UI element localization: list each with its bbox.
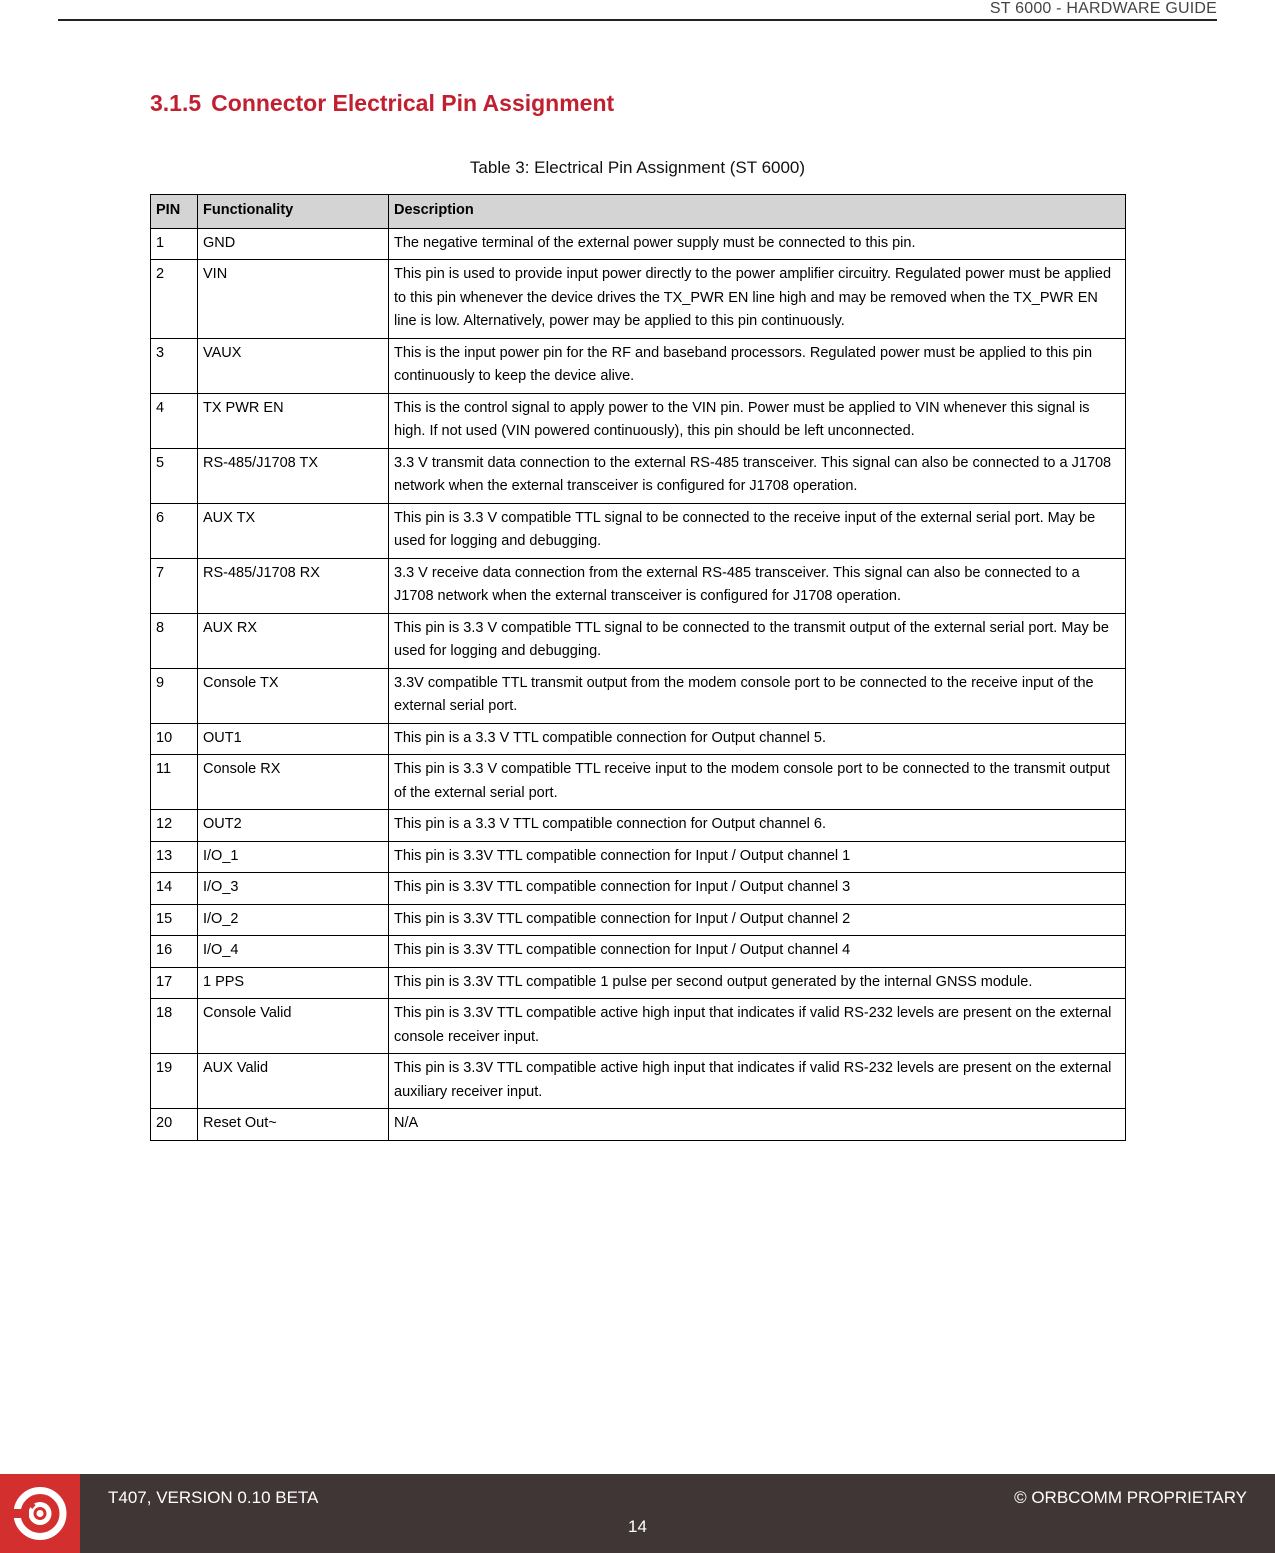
table-row (151, 448, 1126, 503)
table-row (151, 503, 1126, 558)
cell-functionality: VIN (198, 260, 389, 339)
cell-functionality: OUT1 (198, 723, 389, 755)
table-row (151, 904, 1126, 936)
page-footer (0, 1474, 1275, 1553)
cell-pin: 2 (151, 260, 198, 339)
cell-functionality: AUX RX (198, 613, 389, 668)
cell-description: This pin is 3.3V TTL compatible connection for Input / Output channel 2 (389, 904, 1126, 936)
cell-pin: 9 (151, 668, 198, 723)
cell-functionality: 1 PPS (198, 967, 389, 999)
table-row (151, 1109, 1126, 1141)
cell-description: This pin is 3.3 V compatible TTL signal to be connected to the transmit output of the external serial port. May be used for logging and debugging. (389, 613, 1126, 668)
cell-functionality: VAUX (198, 338, 389, 393)
table-row (151, 723, 1126, 755)
page-number: 14 (628, 1517, 647, 1536)
cell-description: This pin is 3.3V TTL compatible 1 pulse per second output generated by the internal GNSS module. (389, 967, 1126, 999)
table-row (151, 999, 1126, 1054)
cell-description: This pin is used to provide input power directly to the power amplifier circuitry. Regulated power must be applied to this pin whenever the device drives the TX_PWR EN line high and may be removed when the TX_PWR EN line is low. Alternatively, power may be applied to this pin continuously. (389, 260, 1126, 339)
table-caption: Table 3: Electrical Pin Assignment (ST 6000) (469, 158, 806, 177)
cell-functionality: I/O_1 (198, 841, 389, 873)
cell-functionality: I/O_2 (198, 904, 389, 936)
cell-functionality: Console Valid (198, 999, 389, 1054)
cell-pin: 19 (151, 1054, 198, 1109)
cell-functionality: AUX Valid (198, 1054, 389, 1109)
table-row (151, 967, 1126, 999)
cell-pin: 18 (151, 999, 198, 1054)
cell-description: This pin is 3.3 V compatible TTL signal to be connected to the receive input of the external serial port. May be used for logging and debugging. (389, 503, 1126, 558)
cell-functionality: I/O_4 (198, 936, 389, 968)
cell-pin: 11 (151, 755, 198, 810)
table-row (151, 936, 1126, 968)
table-row (151, 668, 1126, 723)
pin-assignment-table (150, 194, 1126, 1141)
cell-description: This pin is 3.3V TTL compatible connection for Input / Output channel 4 (389, 936, 1126, 968)
cell-functionality: RS-485/J1708 RX (198, 558, 389, 613)
document-header-title: ST 6000 - HARDWARE GUIDE (989, 0, 1217, 17)
section-heading (150, 90, 614, 117)
cell-description: 3.3V compatible TTL transmit output from the modem console port to be connected to the receive input of the external serial port. (389, 668, 1126, 723)
cell-description: N/A (389, 1109, 1126, 1141)
cell-pin: 4 (151, 393, 198, 448)
cell-pin: 7 (151, 558, 198, 613)
cell-description: This is the input power pin for the RF and baseband processors. Regulated power must be applied to this pin continuously to keep the device alive. (389, 338, 1126, 393)
table-row (151, 755, 1126, 810)
cell-description: This pin is 3.3V TTL compatible connection for Input / Output channel 1 (389, 841, 1126, 873)
cell-pin: 20 (151, 1109, 198, 1141)
table-row (151, 1054, 1126, 1109)
cell-pin: 1 (151, 228, 198, 260)
section-title: Connector Electrical Pin Assignment (211, 90, 615, 116)
footer-proprietary-notice: © ORBCOMM PROPRIETARY (1014, 1488, 1247, 1507)
cell-functionality: I/O_3 (198, 873, 389, 905)
cell-description: This pin is 3.3V TTL compatible active high input that indicates if valid RS-232 levels are present on the external auxiliary receiver input. (389, 1054, 1126, 1109)
orbcomm-logo-icon (0, 1474, 80, 1553)
column-header-description: Description (389, 195, 1126, 229)
cell-functionality: OUT2 (198, 810, 389, 842)
cell-pin: 10 (151, 723, 198, 755)
cell-description: This pin is 3.3V TTL compatible active high input that indicates if valid RS-232 levels are present on the external console receiver input. (389, 999, 1126, 1054)
cell-pin: 6 (151, 503, 198, 558)
cell-pin: 13 (151, 841, 198, 873)
table-row (151, 558, 1126, 613)
cell-description: The negative terminal of the external power supply must be connected to this pin. (389, 228, 1126, 260)
cell-description: This is the control signal to apply power to the VIN pin. Power must be applied to VIN whenever this signal is high. If not used (VIN powered continuously), this pin should be left unconnected. (389, 393, 1126, 448)
table-row (151, 260, 1126, 339)
cell-functionality: Console RX (198, 755, 389, 810)
table-row (151, 613, 1126, 668)
cell-pin: 8 (151, 613, 198, 668)
cell-functionality: TX PWR EN (198, 393, 389, 448)
column-header-pin: PIN (151, 195, 198, 229)
cell-description: 3.3 V transmit data connection to the external RS-485 transceiver. This signal can also be connected to a J1708 network when the external transceiver is configured for J1708 operation. (389, 448, 1126, 503)
table-row (151, 810, 1126, 842)
section-number: 3.1.5 (150, 90, 202, 116)
cell-functionality: GND (198, 228, 389, 260)
table-row (151, 228, 1126, 260)
table-row (151, 393, 1126, 448)
cell-pin: 12 (151, 810, 198, 842)
cell-functionality: Console TX (198, 668, 389, 723)
cell-pin: 16 (151, 936, 198, 968)
cell-functionality: AUX TX (198, 503, 389, 558)
cell-pin: 15 (151, 904, 198, 936)
header-rule (58, 19, 1217, 21)
column-header-functionality: Functionality (198, 195, 389, 229)
cell-pin: 17 (151, 967, 198, 999)
cell-description: This pin is 3.3V TTL compatible connection for Input / Output channel 3 (389, 873, 1126, 905)
table-row (151, 338, 1126, 393)
cell-pin: 5 (151, 448, 198, 503)
cell-functionality: Reset Out~ (198, 1109, 389, 1141)
cell-functionality: RS-485/J1708 TX (198, 448, 389, 503)
table-header-row (151, 195, 1126, 229)
cell-description: 3.3 V receive data connection from the external RS-485 transceiver. This signal can also be connected to a J1708 network when the external transceiver is configured for J1708 operation. (389, 558, 1126, 613)
cell-description: This pin is 3.3 V compatible TTL receive input to the modem console port to be connected to the transmit output of the external serial port. (389, 755, 1126, 810)
footer-document-version: T407, VERSION 0.10 BETA (108, 1488, 319, 1507)
cell-description: This pin is a 3.3 V TTL compatible connection for Output channel 6. (389, 810, 1126, 842)
cell-description: This pin is a 3.3 V TTL compatible connection for Output channel 5. (389, 723, 1126, 755)
table-row (151, 841, 1126, 873)
cell-pin: 3 (151, 338, 198, 393)
cell-pin: 14 (151, 873, 198, 905)
table-row (151, 873, 1126, 905)
